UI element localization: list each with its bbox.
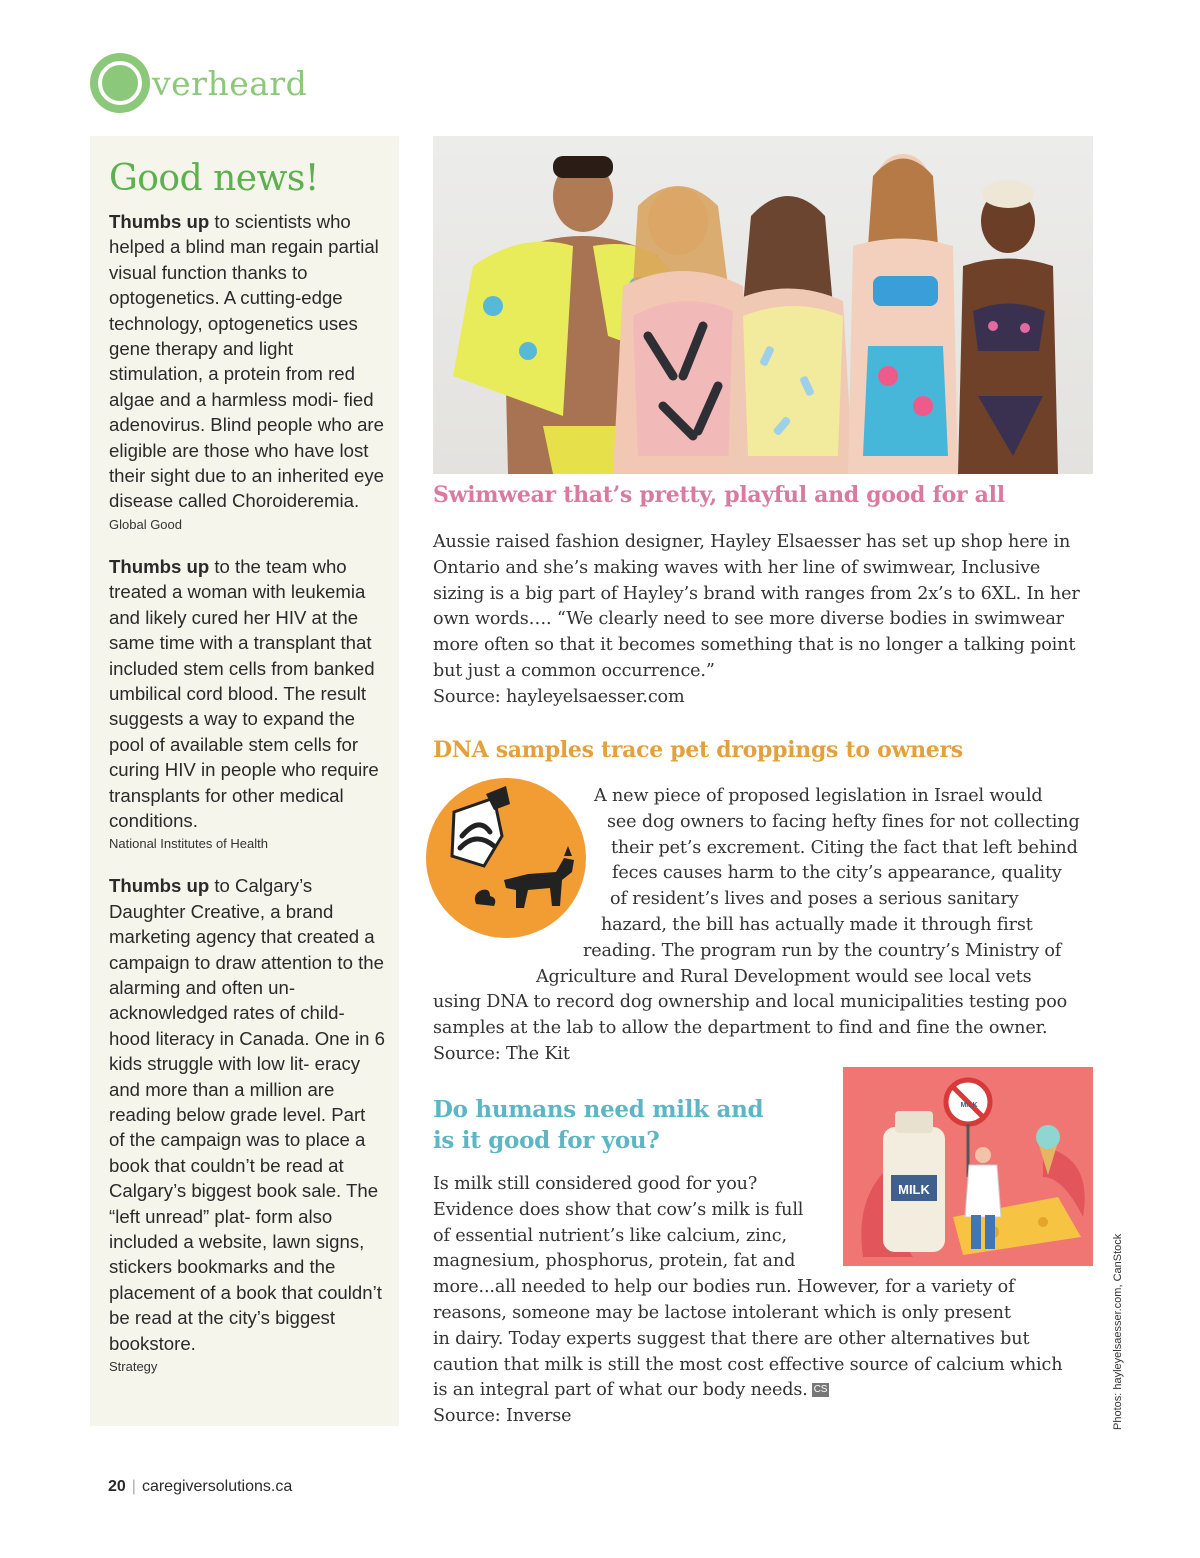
item-body: to scientists who helped a blind man regain partial visual function thanks to optogenetics. A cutting-edge technology, optogenetics uses gene therapy and light stimulation, a protein from red algae and a harmless modi- fied adenovirus. Blind people who are eligible are those who have lost their sight due to an inherited eye disease called Choroideremia. [109, 211, 384, 512]
item-body: to the team who treated a woman with leukemia and likely cured her HIV at the same time with a transplant that included stem cells from banked umbilical cord blood. The result suggests a way to expand the pool of available stem cells for curing HIV in people who require transplants for other medical conditions. [109, 555, 379, 831]
main-column [433, 136, 1095, 474]
article-dna-line: hazard, the bill has actually made it through first [601, 914, 1033, 935]
sidebar-title: Good news! [109, 158, 319, 199]
article-dna-line: using DNA to record dog ownership and local municipalities testing poo [433, 992, 1068, 1013]
footer-site: caregiversolutions.ca [141, 1478, 293, 1495]
thumbs-up-lead: Thumbs up [109, 875, 210, 897]
article-dna-body [433, 784, 1095, 1068]
footer-separator: | [131, 1478, 136, 1495]
sidebar-item-text [109, 554, 385, 833]
article-dna-line: reading. The program run by the country’s Ministry of [583, 940, 1062, 961]
sidebar-item-hiv-cure [109, 554, 385, 853]
good-news-sidebar [90, 136, 399, 1426]
article-swimwear-body [433, 530, 1093, 711]
thumbs-up-lead: Thumbs up [109, 555, 210, 577]
article-milk-line: more...all needed to help our bodies run. However, for a variety of [433, 1277, 1015, 1298]
article-dna-line: feces causes harm to the city’s appearance, quality [612, 863, 1062, 884]
article-dna-line: samples at the lab to allow the department to find and fine the owner. [433, 1018, 1048, 1039]
sidebar-item-text [109, 209, 385, 514]
article-milk-line: caution that milk is still the most cost effective source of calcium which [433, 1354, 1063, 1375]
sidebar-item-source: Strategy [109, 1359, 158, 1375]
photo-credit: Photos: hayleyelsaesser.com, CanStock [1112, 1233, 1124, 1430]
swimwear-models-illustration [433, 136, 1093, 474]
article-milk-source: Source: Inverse [433, 1406, 572, 1427]
article-dna-title: DNA samples trace pet droppings to owners [433, 737, 963, 763]
sidebar-item-source: National Institutes of Health [109, 836, 268, 852]
article-dna-line: of resident’s lives and poses a serious sanitary [610, 889, 1019, 910]
article-dna-source: Source: The Kit [433, 1043, 570, 1064]
article-milk-line: reasons, someone may be lactose intolerant which is only present [433, 1302, 1011, 1323]
article-milk-line: in dairy. Today experts suggest that there are other alternatives but [433, 1328, 1030, 1349]
item-body: to Calgary’s Daughter Creative, a brand marketing agency that created a campaign to draw attention to the alarming and often un- acknowledged rates of child- hood literacy in Canada. One in 6 kids struggle with low lit- eracy and more than a million are reading below grade level. Part of the campaign was to place a book that couldn’t be read at Calgary’s biggest book sale. The “left unread” plat- form also included a website, lawn signs, stickers bookmarks and the placement of a book that couldn’t be read at the city’s biggest bookstore. [109, 875, 385, 1354]
masthead-o-ring [90, 53, 150, 113]
sidebar-item-text [109, 873, 385, 1356]
page-number: 20 [108, 1478, 126, 1495]
article-swimwear-source: Source: hayleyelsaesser.com [433, 686, 685, 707]
sidebar-item-optogenetics [109, 209, 385, 534]
thumbs-up-lead: Thumbs up [109, 211, 210, 232]
masthead-word: verheard [152, 63, 308, 103]
article-milk-line: Evidence does show that cow’s milk is full [433, 1199, 804, 1220]
cs-end-mark: CS [813, 1384, 828, 1396]
article-milk-line-last [433, 1378, 1095, 1404]
article-dna-line: their pet’s excrement. Citing the fact that left behind [611, 837, 1078, 858]
article-dna-line: A new piece of proposed legislation in Israel would [594, 786, 1043, 806]
page-footer [108, 1478, 292, 1496]
article-dna-line: see dog owners to facing hefty fines for not collecting [607, 811, 1080, 832]
no-milk-sign-label: MILK [960, 1102, 978, 1109]
milk-bottle-label: MILK [898, 1182, 930, 1197]
article-dna-line: Agriculture and Rural Development would see local vets [536, 966, 1032, 987]
article-milk-body [433, 1172, 1095, 1430]
article-swimwear-title: Swimwear that’s pretty, playful and good for all [433, 482, 1005, 508]
sidebar-item-source: Global Good [109, 516, 182, 532]
article-milk-line: Is milk still considered good for you? [433, 1174, 758, 1194]
article-milk-line: magnesium, phosphorus, protein, fat and [433, 1251, 796, 1272]
masthead [90, 52, 307, 114]
article-milk-last-text: is an integral part of what our body needs. [433, 1380, 808, 1401]
article-milk-line: of essential nutrient’s like calcium, zinc, [433, 1225, 787, 1246]
article-swimwear-text: Aussie raised fashion designer, Hayley Elsaesser has set up shop here in Ontario and she’s making waves with her line of swimwear, Inclusive sizing is a big part of Hayley’s brand with ranges from 2x’s to 6XL. In her own words…. “We clearly need to see more diverse bodies in swimwear more often so that it becomes something that is no longer a talking point but just a common occurrence.” [433, 532, 1080, 681]
article-milk-title: Do humans need milk and is it good for you? [433, 1096, 764, 1154]
sidebar-item-literacy [109, 873, 385, 1376]
swimwear-photo [433, 136, 1093, 474]
